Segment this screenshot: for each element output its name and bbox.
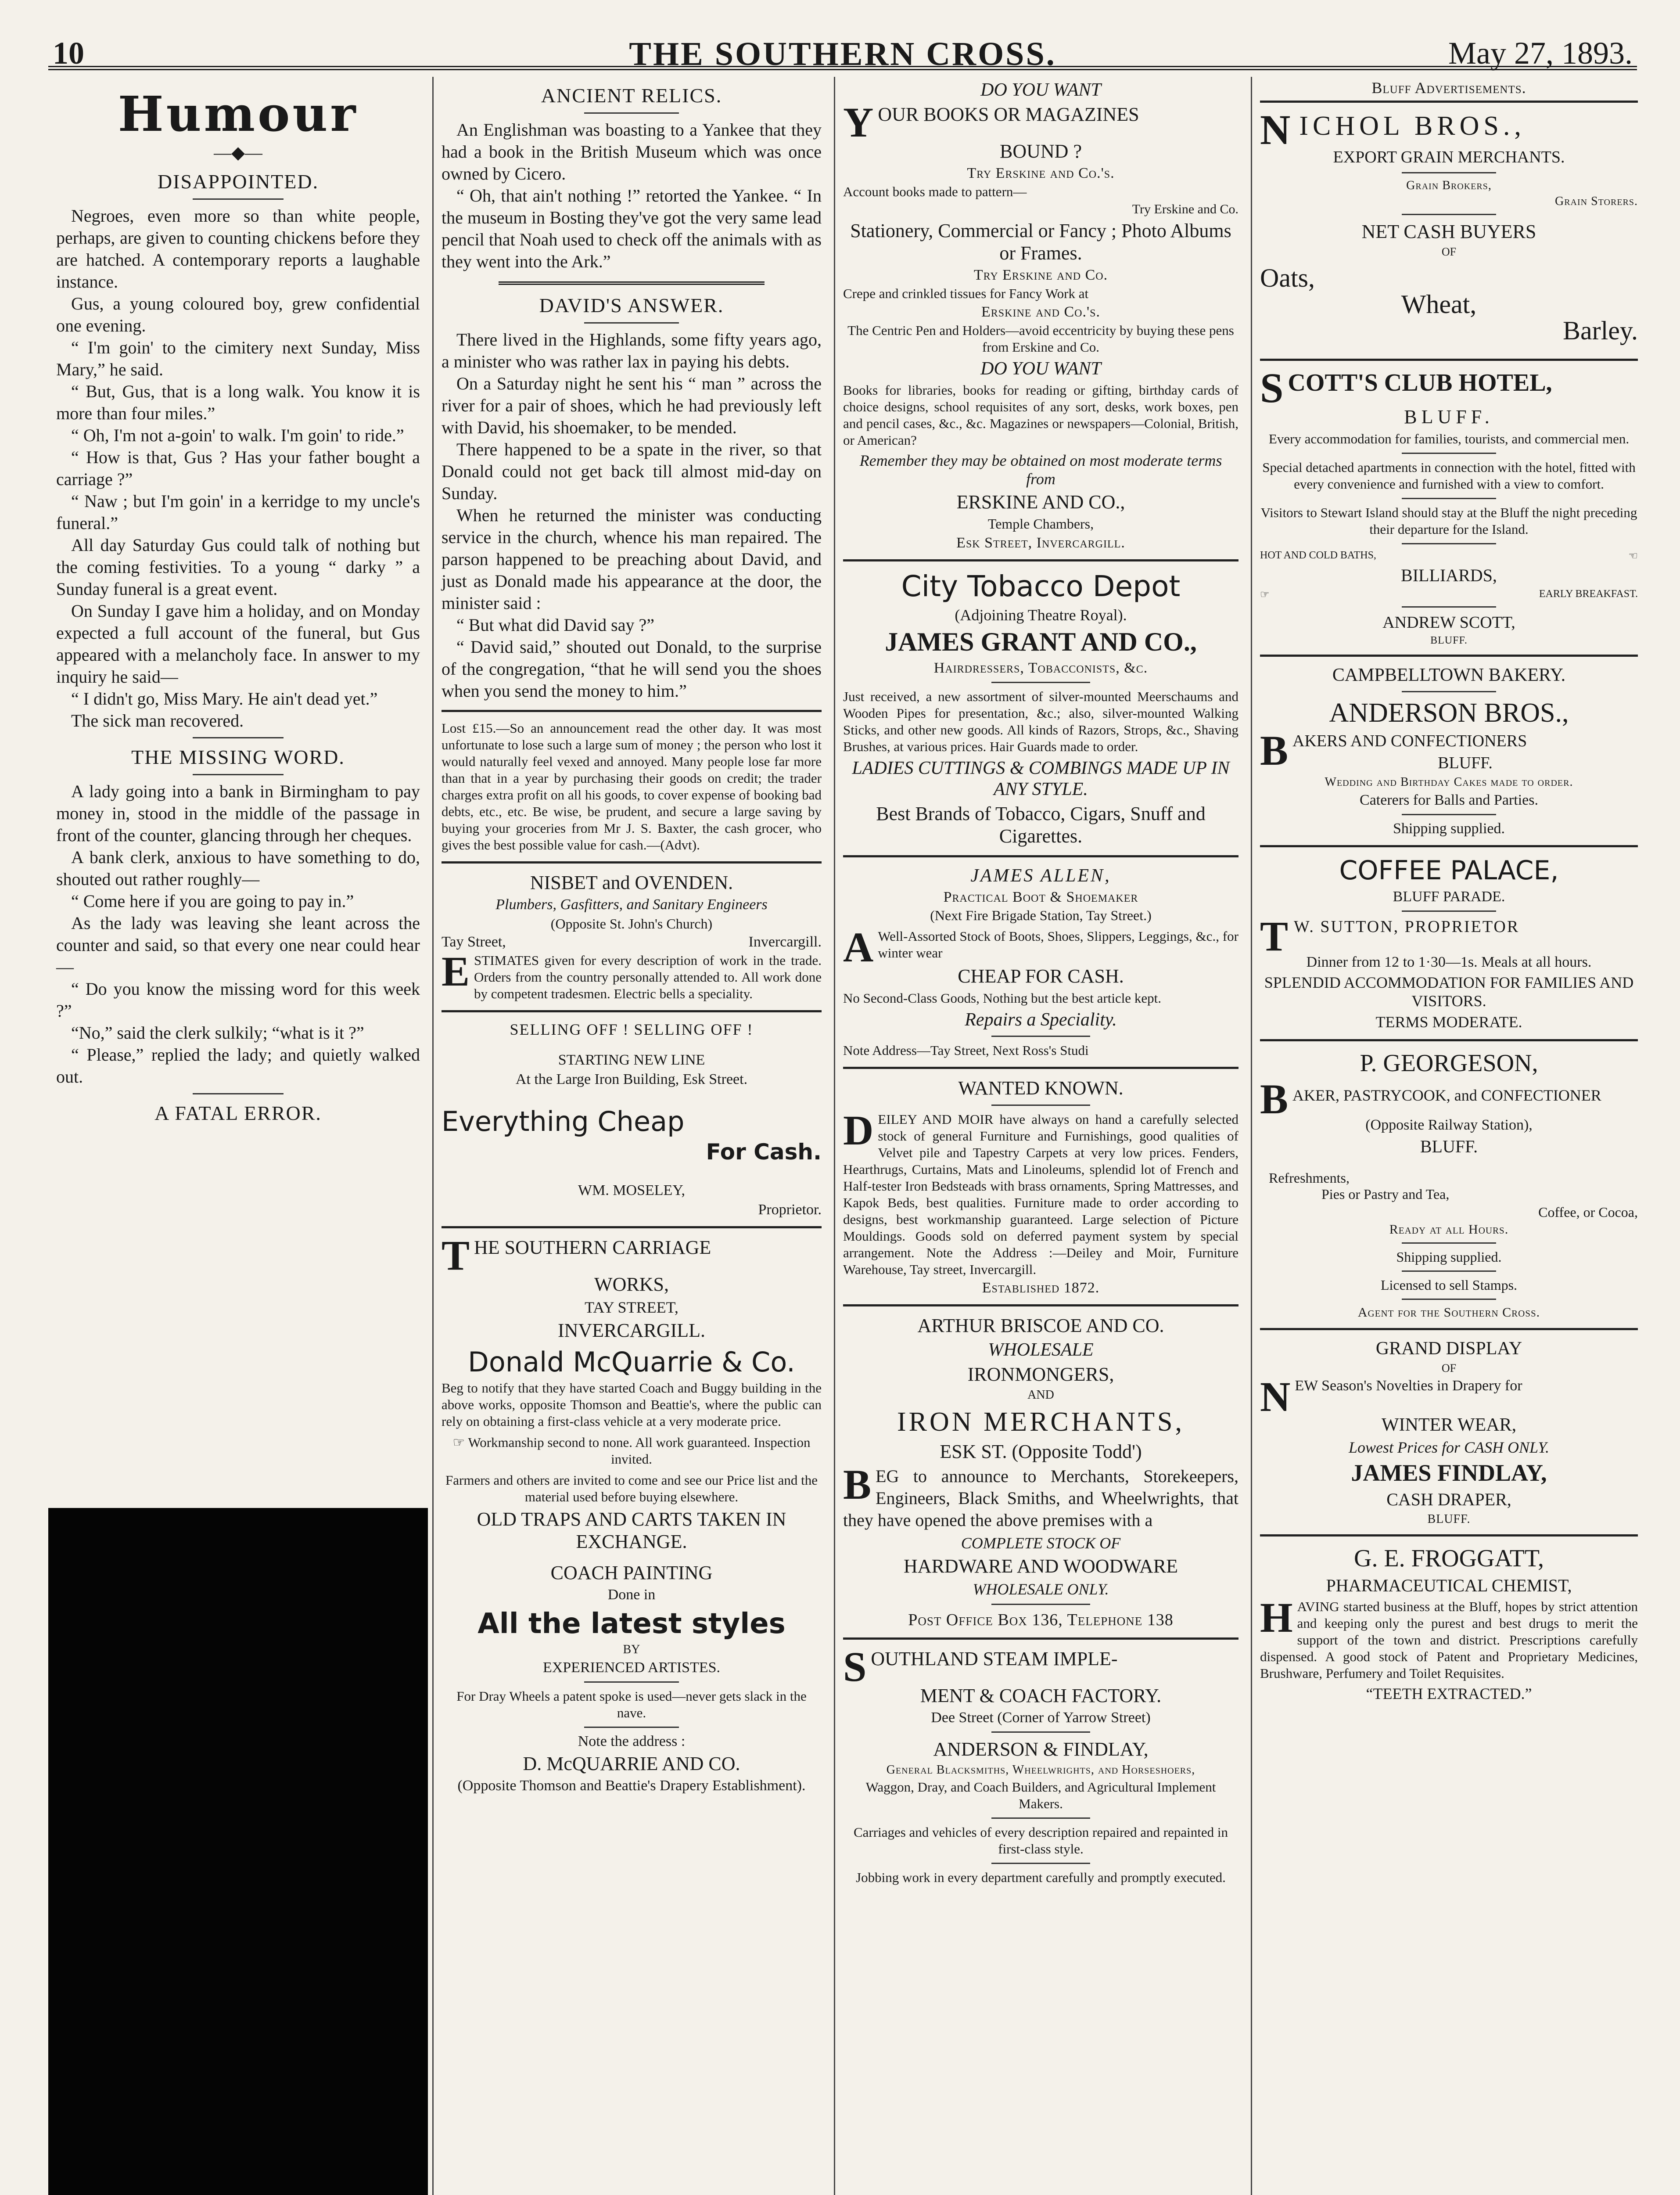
paragraph: When he returned the minister was conducting service in the church, whence his man repaired. The parson happened to be preaching about David, and just as Donald made his appearance at the door, the minister said :: [442, 505, 822, 613]
advert-text: EG to announce to Merchants, Storekeepers, Engineers, Black Smiths, and Wheelwrights, that they have opened the above premises with a: [843, 1466, 1238, 1530]
divider: [1402, 498, 1496, 499]
drop-cap: S: [843, 1643, 867, 1690]
advert-line: AND: [1027, 1388, 1054, 1402]
story-title: DISAPPOINTED.: [157, 170, 319, 193]
grain-wheat: Wheat,: [1401, 290, 1477, 319]
page-number: 10: [53, 36, 84, 71]
firm-name: ARTHUR BRISCOE AND CO.: [917, 1315, 1164, 1336]
divider: [1402, 453, 1496, 454]
advert-location: BLUFF.: [1427, 1512, 1471, 1526]
divider: [1260, 655, 1638, 657]
advert-line: DO YOU WANT: [980, 359, 1101, 379]
paragraph: “ Come here if you are going to pay in.”: [71, 891, 354, 911]
divider: [584, 112, 679, 114]
newspaper-title: THE SOUTHERN CROSS.: [629, 36, 1056, 72]
georgeson-advert: [1260, 1049, 1638, 1320]
froggatt-advert: [1260, 1544, 1638, 1703]
advert-line: BY: [623, 1643, 640, 1656]
street: Tay Street,: [442, 934, 506, 950]
divider: [843, 855, 1238, 857]
advert-location: BLUFF.: [1438, 754, 1493, 772]
divider: [193, 737, 284, 738]
advert-trade: CASH DRAPER,: [1386, 1490, 1511, 1509]
story-title: THE MISSING WORD.: [131, 746, 345, 768]
advert-text: Visitors to Stewart Island should stay at the Bluff the night preceding their departure for the Island.: [1260, 505, 1637, 537]
paragraph: There lived in the Highlands, some fifty years ago, a minister who was rather lax in paying his debts.: [442, 330, 822, 371]
advert-line: Try Erskine and Co.: [973, 267, 1108, 283]
paragraph: “ Please,” replied the lady; and quietly walked out.: [56, 1045, 420, 1087]
bakery-advert: [1260, 665, 1638, 837]
advert-line: COMPLETE STOCK OF: [961, 1534, 1121, 1552]
advert-line: Lowest Prices for CASH ONLY.: [1348, 1439, 1550, 1456]
advert-line: HARDWARE AND WOODWARE: [904, 1555, 1178, 1577]
carriage-works-advert: [442, 1232, 822, 1794]
advert-line: SPLENDID ACCOMMODATION FOR FAMILIES AND VISITORS.: [1264, 974, 1634, 1010]
advert-location: (Opposite Railway Station),: [1365, 1117, 1533, 1133]
story-body: [56, 205, 420, 732]
divider: [584, 322, 679, 324]
firm-name: COTT'S CLUB HOTEL,: [1288, 369, 1552, 396]
advert-line: OF: [1441, 245, 1457, 258]
advert-line: Licensed to sell Stamps.: [1380, 1277, 1518, 1293]
allen-advert: [843, 865, 1238, 1059]
advert-text: EILEY AND MOIR have always on hand a carefully selected stock of general Furniture and Furnishings, good qualities of Velvet pile and Tapestry Carpets at very low prices. Fenders, Hearthrugs, Curtains, Mats and Linoleums, splendid lot of French and Half-tester Iron Bedsteads with brass ornaments, Spring Mattresses, and Kapok Beds, best qualities. Furniture made to order according to designs, best workmanship guaranteed. Large selection of Picture Mouldings. Goods sold on deferred payment system by special arrangement. Note the Address :—Deiley and Moir, Furniture Warehouse, Tay street, Invercargill.: [843, 1112, 1238, 1277]
advert-address: Esk Street, Invercargill.: [956, 535, 1125, 551]
advert-text: Waggon, Dray, and Coach Builders, and Agricultural Implement Makers.: [865, 1779, 1216, 1811]
advert-line: Refreshments,: [1269, 1170, 1350, 1186]
advert-trade: General Blacksmiths, Wheelwrights, and Horseshoers,: [886, 1763, 1195, 1777]
firm-name: P. GEORGESON,: [1360, 1050, 1538, 1077]
proprietor-name: ANDREW SCOTT,: [1382, 613, 1515, 632]
advert-text: No Second-Class Goods, Nothing but the best article kept.: [843, 990, 1161, 1006]
advert-trade: PHARMACEUTICAL CHEMIST,: [1326, 1576, 1572, 1595]
advert-line: STARTING NEW LINE: [558, 1052, 705, 1068]
paragraph: “ Naw ; but I'm goin' in a kerridge to my uncle's funeral.”: [56, 491, 420, 533]
advert-line: Ready at all Hours.: [1389, 1222, 1509, 1237]
advert-line: Done in: [607, 1587, 656, 1603]
advert-subline: For Cash.: [706, 1139, 822, 1165]
advert-line: Grain Storers.: [1555, 194, 1638, 208]
advert-title: CAMPBELLTOWN BAKERY.: [1332, 665, 1566, 685]
drop-cap: B: [843, 1461, 872, 1508]
paragraph: “ But what did David say ?”: [456, 615, 654, 635]
briscoe-advert: [843, 1314, 1238, 1630]
advert-trade: AKERS AND CONFECTIONERS: [1292, 732, 1527, 750]
divider: [843, 1637, 1238, 1640]
advert-line: BOUND ?: [1000, 140, 1082, 162]
drop-cap: N: [1260, 1373, 1291, 1420]
paragraph: There happened to be a spate in the river, so that Donald could not get back till almost mid-day on Sunday.: [442, 439, 822, 503]
advert-text: Special detached apartments in connection with the hotel, fitted with every convenience and furnished with a view to comfort.: [1262, 460, 1636, 492]
advert-text: AVING started business at the Bluff, hopes by strict attention and keeping only the purest and best drugs to merit the support of the town and district. Prescriptions carefully dispensed. A good stock of Patent and Proprietary Medicines, Brushware, Perfumery and Toilet Requisites.: [1260, 1599, 1638, 1681]
drop-cap: N: [1260, 106, 1295, 153]
divider: [991, 1604, 1090, 1605]
divider: [1402, 1299, 1496, 1300]
advert-line: Shipping supplied.: [1393, 820, 1505, 837]
divider: [1402, 543, 1496, 544]
coffee-palace-advert: [1260, 855, 1638, 1031]
divider: [1402, 214, 1496, 215]
advert-title: WORKS,: [594, 1274, 669, 1295]
advert-text: Workmanship second to none. All work guaranteed. Inspection invited.: [468, 1435, 811, 1467]
pointing-hand-icon: ☜: [1628, 551, 1638, 562]
issue-date: May 27, 1893.: [1448, 36, 1633, 71]
divider: [1402, 606, 1496, 608]
redacted-block: [48, 1508, 428, 2195]
paragraph: “ I didn't go, Miss Mary. He ain't dead yet.”: [71, 689, 378, 709]
story-title: DAVID'S ANSWER.: [539, 294, 724, 317]
paragraph: “ I'm goin' to the cimitery next Sunday, Miss Mary,” he said.: [56, 338, 420, 379]
nisbet-advert: [442, 871, 822, 1002]
divider: [991, 1817, 1090, 1819]
advert-trade: Hairdressers, Tobacconists, &c.: [933, 660, 1148, 676]
paragraph: “No,” said the clerk sulkily; “what is it ?”: [71, 1023, 364, 1043]
paragraph: “ David said,” shouted out Donald, to the surprise of the congregation, “that he will send you the shoes when you send the money to him.”: [442, 637, 822, 701]
advert-trade: AKER, PASTRYCOOK, and CONFECTIONER: [1292, 1087, 1601, 1104]
advert-line: Account books made to pattern—: [843, 184, 1027, 199]
advert-text: Books for libraries, books for reading or gifting, birthday cards of choice designs, school requisites of any sort, desks, work boxes, pen and pencil cases, &c., &c. Magazines or newspapers—Colonial, British, or American?: [843, 382, 1238, 448]
advert-title: NISBET and OVENDEN.: [530, 872, 733, 893]
advert-line: Note the address :: [578, 1733, 686, 1749]
advert-banner: SELLING OFF ! SELLING OFF !: [510, 1021, 754, 1038]
column-4: [1251, 77, 1646, 2195]
firm-name: D. McQUARRIE AND CO.: [523, 1753, 740, 1774]
drop-cap: H: [1260, 1594, 1293, 1641]
story-title: ANCIENT RELICS.: [541, 84, 722, 107]
advert-location: BLUFF PARADE.: [1393, 889, 1505, 905]
hotel-features: [1260, 588, 1638, 601]
divider: [193, 198, 284, 200]
advert-title: OUTHLAND STEAM IMPLE-: [871, 1648, 1118, 1670]
divider: [991, 1863, 1090, 1864]
advert-line: Grain Brokers,: [1406, 179, 1492, 192]
advert-location: (Opposite St. John's Church): [550, 916, 713, 932]
paragraph: Negroes, even more so than white people, perhaps, are given to counting chickens before they are hatched. A contemporary reports a laughable instance.: [56, 206, 420, 291]
advert-text: Beg to notify that they have started Coach and Buggy building in the above works, opposite Thomson and Beattie's, where the public can rely on obtaining a first-class vehicle at a very moderate price.: [442, 1380, 822, 1429]
paragraph: On Sunday I gave him a holiday, and on Monday expected a full account of the funeral, but Gus appeared with a melancholy face. In answer to my inquiry he said—: [56, 601, 420, 687]
advert-location: (Next Fire Brigade Station, Tay Street.): [930, 907, 1152, 923]
advert-headline: NET CASH BUYERS: [1361, 221, 1536, 242]
advert-title: MENT & COACH FACTORY.: [920, 1685, 1162, 1706]
advert-address: Note Address—Tay Street, Next Ross's Studi: [843, 1043, 1089, 1058]
town: Invercargill.: [748, 934, 822, 950]
divider: [193, 774, 284, 775]
divider: [843, 1304, 1238, 1306]
findlay-advert: [1260, 1338, 1638, 1526]
street: TAY STREET,: [585, 1299, 678, 1316]
advert-title: JAMES ALLEN,: [970, 866, 1111, 886]
advert-line: COACH PAINTING: [550, 1562, 713, 1583]
feature-billiards: BILLIARDS,: [1401, 565, 1497, 585]
advert-line: Pies or Pastry and Tea,: [1321, 1186, 1450, 1202]
feature-breakfast: EARLY BREAKFAST.: [1539, 588, 1638, 600]
grain-list: [1260, 263, 1638, 351]
paragraph: A lady going into a bank in Birmingham to pay money in, stood in the middle of the passage in front of the counter, glancing through her cheques.: [56, 781, 420, 845]
paragraph: “ But, Gus, that is a long walk. You know it is more than four miles.”: [56, 381, 420, 423]
ornament-divider: —◆—: [214, 143, 262, 162]
divider: [442, 1226, 822, 1228]
advert-address: Dee Street (Corner of Yarrow Street): [931, 1709, 1151, 1726]
advert-location: BLUFF.: [1430, 635, 1468, 646]
firm-name: ERSKINE AND CO.,: [956, 491, 1125, 513]
advert-headline: GRAND DISPLAY: [1375, 1339, 1522, 1359]
divider: [1402, 910, 1496, 912]
divider: [584, 1681, 679, 1683]
paragraph: “ Oh, that ain't nothing !” retorted the Yankee. “ In the museum in Bosting they've got the very same lead pencil that Noah used to check off the animals with as they went into the Ark.”: [442, 186, 822, 271]
drop-cap: S: [1260, 364, 1284, 411]
divider: [1260, 101, 1638, 103]
advert-line: Stationery, Commercial or Fancy ; Photo Albums or Frames.: [850, 220, 1231, 264]
drop-cap: D: [843, 1107, 874, 1154]
drop-cap: B: [1260, 727, 1289, 774]
advert-text: Well-Assorted Stock of Boots, Shoes, Slippers, Leggings, &c., for winter wear: [878, 928, 1238, 961]
advert-line: OF: [1441, 1362, 1457, 1375]
advert-line: Established 1872.: [982, 1280, 1100, 1296]
advert-headline: IRON MERCHANTS,: [897, 1407, 1185, 1437]
advert-title: HE SOUTHERN CARRIAGE: [474, 1237, 711, 1258]
advert-line: “TEETH EXTRACTED.”: [1366, 1685, 1532, 1702]
divider: [991, 1036, 1090, 1037]
paragraph: “ Do you know the missing word for this week ?”: [56, 979, 420, 1021]
steam-factory-advert: [843, 1643, 1238, 1886]
divider: [1260, 1534, 1638, 1536]
advert-line: Dinner from 12 to 1·30—1s. Meals at all hours.: [1306, 954, 1592, 970]
paragraph: “ How is that, Gus ? Has your father bought a carriage ?”: [56, 447, 420, 489]
advert-line: Best Brands of Tobacco, Cigars, Snuff and Cigarettes.: [876, 803, 1206, 847]
advert-line: At the Large Iron Building, Esk Street.: [515, 1071, 748, 1087]
advert-location: (Adjoining Theatre Royal).: [955, 606, 1127, 624]
divider: [499, 281, 765, 285]
scott-hotel-advert: [1260, 364, 1638, 647]
advert-trade: Practical Boot & Shoemaker: [943, 889, 1138, 905]
firm-name: JAMES GRANT AND CO.,: [885, 627, 1197, 656]
divider: [843, 1067, 1238, 1069]
advert-trade: EXPORT GRAIN MERCHANTS.: [1333, 148, 1565, 166]
firm-name: ANDERSON & FINDLAY,: [933, 1738, 1149, 1760]
drop-cap: T: [442, 1232, 470, 1279]
firm-name: ICHOL BROS.,: [1299, 111, 1526, 141]
advert-location: (Opposite Thomson and Beattie's Drapery Establishment).: [457, 1778, 806, 1794]
paragraph: On a Saturday night he sent his “ man ” across the river for a pair of shoes, which he had previously left with David, his shoemaker, to be mended.: [442, 374, 822, 437]
divider: [1402, 1242, 1496, 1244]
paragraph: The sick man recovered.: [71, 711, 244, 730]
pointing-hand-icon: ☞: [1260, 589, 1270, 601]
advert-line: Remember they may be obtained on most moderate terms from: [859, 452, 1222, 488]
drop-cap: Y: [843, 99, 874, 146]
divider: [442, 1010, 822, 1012]
feature-baths: HOT AND COLD BATHS,: [1260, 550, 1376, 561]
drop-cap: T: [1260, 913, 1290, 960]
baxter-advert: Lost £15.—So an announcement read the other day. It was most unfortunate to lose such a large sum of money ; the person who lost it would naturally feel vexed and annoyed. Many people lose far more than that in a year by purchasing their goods on credit; the trader charges extra profit on all his goods, to cover expense of booking bad debts, etc., etc. Be wise, be prudent, and secure a large saving by buying your groceries from Mr J. S. Baxter, the cash grocer, who gives the best possible value for cash.—(Advt).: [442, 720, 822, 853]
advert-line: WHOLESALE ONLY.: [973, 1580, 1109, 1598]
advert-line: Repairs a Speciality.: [965, 1010, 1117, 1030]
drop-cap: B: [1260, 1076, 1289, 1123]
advert-title: WANTED KNOWN.: [958, 1077, 1124, 1099]
pointing-hand-icon: ☞: [452, 1435, 468, 1450]
firm-name: COFFEE PALACE,: [1339, 855, 1559, 886]
advert-text: EW Season's Novelties in Drapery for: [1295, 1378, 1522, 1394]
firm-name: Donald McQuarrie & Co.: [468, 1346, 795, 1378]
advert-address: Post Office Box 136, Telephone 138: [908, 1611, 1174, 1629]
proprietor-name: W. SUTTON, PROPRIETOR: [1294, 918, 1520, 936]
divider: [1402, 172, 1496, 173]
moseley-advert: [442, 1020, 822, 1218]
advert-address: ESK ST. (Opposite Todd'): [940, 1441, 1142, 1462]
advert-text: Jobbing work in every department carefully and promptly executed.: [856, 1870, 1226, 1885]
drop-cap: E: [442, 948, 470, 995]
column-1: [48, 77, 428, 2195]
divider: [991, 1105, 1090, 1106]
divider: [584, 1727, 679, 1728]
grain-oats: Oats,: [1260, 263, 1315, 292]
paragraph: “ Oh, I'm not a-goin' to walk. I'm goin' to ride.”: [71, 425, 404, 445]
story-title: A FATAL ERROR.: [154, 1102, 322, 1124]
divider: [1260, 1039, 1638, 1041]
advert-headline: Everything Cheap: [442, 1105, 685, 1137]
proprietor-role: Proprietor.: [758, 1202, 822, 1218]
divider: [1260, 359, 1638, 361]
advert-line: Erskine and Co.'s.: [981, 304, 1100, 320]
advert-line: DO YOU WANT: [980, 80, 1101, 100]
drop-cap: A: [843, 924, 874, 971]
paragraph: All day Saturday Gus could talk of nothing but the coming festivities. To a young “ darky ” a Sunday funeral is a great event.: [56, 535, 420, 599]
column-3: [834, 77, 1246, 2195]
advert-line: Crepe and crinkled tissues for Fancy Work at: [843, 286, 1089, 301]
tobacco-advert: [843, 569, 1238, 847]
divider: [1402, 691, 1496, 692]
advert-trade: Plumbers, Gasfitters, and Sanitary Engineers: [495, 896, 768, 913]
advert-line: Caterers for Balls and Parties.: [1360, 792, 1538, 808]
advert-location: BLUFF.: [1420, 1137, 1478, 1156]
paragraph: A bank clerk, anxious to have something to do, shouted out rather roughly—: [56, 847, 420, 889]
advert-location: BLUFF.: [1404, 406, 1494, 428]
advert-text: Every accommodation for families, tourists, and commercial men.: [1268, 431, 1630, 446]
advert-text: Just received, a new assortment of silver-mounted Meerschaums and Wooden Pipes for presentation, &c.; also, silver-mounted Walking Sticks, and other new goods. All kinds of Razors, Strops, &c., Shaving Brushes, at various prices. Hair Guards made to order.: [843, 689, 1238, 754]
advert-line: IRONMONGERS,: [967, 1364, 1114, 1385]
story-body: [56, 781, 420, 1088]
divider: [442, 710, 822, 712]
divider: [1402, 1270, 1496, 1272]
advert-text: The Centric Pen and Holders—avoid eccentricity by buying these pens from Erskine and Co.: [847, 323, 1234, 355]
divider: [1260, 1328, 1638, 1330]
advert-line: CHEAP FOR CASH.: [958, 965, 1124, 987]
divider: [1402, 814, 1496, 815]
nichol-advert: [1260, 106, 1638, 351]
divider: [442, 861, 822, 864]
deiley-moir-advert: [843, 1077, 1238, 1296]
advert-line: Shipping supplied.: [1396, 1249, 1502, 1265]
divider: [1260, 845, 1638, 847]
grain-barley: Barley.: [1562, 316, 1638, 345]
paragraph: As the lady was leaving she leant across the counter and said, so that every one near could hear—: [56, 913, 420, 977]
advert-title: OUR BOOKS OR MAGAZINES: [878, 104, 1139, 125]
advert-headline: LADIES CUTTINGS & COMBINGS MADE UP IN ANY STYLE.: [852, 758, 1230, 799]
advert-line: TERMS MODERATE.: [1375, 1013, 1522, 1031]
advert-text: Farmers and others are invited to come and see our Price list and the material used before buying elsewhere.: [445, 1472, 818, 1504]
firm-name: JAMES FINDLAY,: [1351, 1460, 1547, 1486]
advert-line: Try Erskine and Co.: [1132, 202, 1238, 216]
advert-text: STIMATES given for every description of work in the trade. Orders from the country personally attended to. All work done by competent tradesmen. Electric bells a speciality.: [474, 953, 822, 1001]
proprietor-name: WM. MOSELEY,: [578, 1182, 685, 1198]
divider: [991, 1731, 1090, 1733]
advert-address: [442, 934, 822, 950]
divider: [991, 682, 1090, 683]
masthead: [48, 18, 1637, 70]
advert-line: WINTER WEAR,: [1381, 1415, 1517, 1435]
divider: [193, 1093, 284, 1094]
advert-line: Agent for the Southern Cross.: [1357, 1305, 1540, 1320]
advert-line: WHOLESALE: [988, 1340, 1094, 1360]
advert-text: Carriages and vehicles of every description repaired and repainted in first-class style.: [854, 1824, 1228, 1857]
paragraph: Gus, a young coloured boy, grew confidential one evening.: [56, 294, 420, 335]
firm-name: ANDERSON BROS.,: [1329, 698, 1569, 728]
paragraph: An Englishman was boasting to a Yankee that they had a book in the British Museum which was once owned by Cicero.: [442, 120, 822, 184]
divider: [843, 559, 1238, 561]
erskine-advert: [843, 79, 1238, 551]
advert-text: For Dray Wheels a patent spoke is used—never gets slack in the nave.: [456, 1688, 807, 1720]
advert-line: Wedding and Birthday Cakes made to order.: [1325, 775, 1573, 789]
advert-line: Try Erskine and Co.'s.: [967, 165, 1115, 181]
advert-address: Temple Chambers,: [987, 516, 1094, 532]
column-2: [432, 77, 829, 2195]
advert-line: EXPERIENCED ARTISTES.: [542, 1659, 721, 1676]
advert-line: Coffee, or Cocoa,: [1538, 1204, 1638, 1220]
section-heading: Bluff Advertisements.: [1371, 79, 1526, 97]
advert-headline: All the latest styles: [477, 1608, 786, 1640]
firm-name: G. E. FROGGATT,: [1354, 1545, 1544, 1572]
hotel-features: [1260, 550, 1638, 562]
town: INVERCARGILL.: [557, 1320, 706, 1341]
advert-headline: City Tobacco Depot: [901, 569, 1181, 603]
advert-headline: OLD TRAPS AND CARTS TAKEN IN EXCHANGE.: [477, 1508, 786, 1552]
section-heading: Humour: [118, 86, 359, 142]
